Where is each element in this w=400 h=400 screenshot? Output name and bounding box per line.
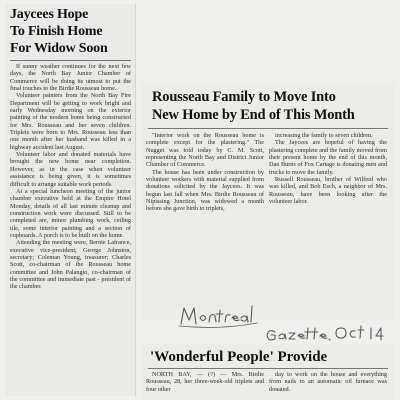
right-bottom-paragraph: NORTH BAY, — (?) — Mrs. Birdie Rousseau, 28, her three-week-old triplets and four other <box>146 371 264 393</box>
left-article-body <box>6 63 135 291</box>
right-top-column-1 <box>146 132 264 213</box>
right-top-headline: Rousseau Family to Move Into New Home by End of This Month <box>152 89 355 123</box>
right-bottom-column-2 <box>269 371 387 393</box>
right-bottom-headline: 'Wonderful People' Provide <box>150 349 328 365</box>
left-paragraph: At a special luncheon meeting of the junior chamber executive held at the Empire Hotel Monday, details of all last minute cleanup and construction work were discussed. Still to be completed are, minor plumbing work, ceiling tile, some interior painting and a section of cupboards. A porch is to be built on the home. <box>10 187 131 239</box>
right-bottom-headline-rule <box>148 368 388 369</box>
left-headline: Jaycees Hope To Finish Home For Widow Soon <box>10 7 108 56</box>
left-paragraph: Volunteer painters from the North Bay Fire Department will be getting to work bright and early Wednesday morning on the exterior painting of the modern home being constructed for Mrs. Rousseau and her seven children. Triplets were born to Mrs. Rousseau less than one month after her husband was killed in a highway accident last August. <box>10 92 131 151</box>
left-paragraph: Attending the meeting were, Bernie Lafrance, executive vice-president; George Johnston, secretary; Coleman Young, treasurer; Charles Scott, co-chairman of the Rousseau home committee and John Palangio, co-chairman of the committee and immediate past - president of the chamber. <box>10 239 131 291</box>
left-paragraph: Volunteer labor and donated materials have brought the new home near completion. However, as in the case when volunteer assistance is being given, it is sometimes difficult to arrange suitable work periods. <box>10 151 131 188</box>
right-bottom-paragraph: day to work on the house and everything from nails to an automatic oil furnace was donated. <box>269 371 387 393</box>
right-top-column-2 <box>269 132 387 213</box>
left-clipping <box>6 4 136 396</box>
right-top-paragraph: The house has been under construction by volunteer workers with material supplied from donations solicited by the Jaycees. It was begun last fall when Mrs. Birdie Rousseau of Nipissing Junction, was widowed a month before she gave birth to triplets, <box>146 168 264 213</box>
right-top-paragraph: The Jaycees are hopeful of having the plastering complete and the family moved from their present home by the end of this month, Dan Burns of Fox Cartage is donating men and trucks to move the family. <box>269 139 387 176</box>
right-top-paragraph: increasing the family to seven children. <box>275 132 373 139</box>
left-headline-rule <box>10 60 131 61</box>
right-top-headline-rule <box>148 128 388 129</box>
right-bottom-column-1 <box>146 371 264 393</box>
right-top-clipping <box>142 84 394 320</box>
right-bottom-article-body <box>142 371 394 393</box>
right-top-paragraph: "Interior work on the Rousseau home is complete except for the plastering." The Nugget was told today by C. M. Scott, representing the North Bay and District Junior Chamber of Commerce. <box>146 132 264 169</box>
right-top-paragraph: Russell Rousseau, brother of Wilfred who was killed, and Bob Esch, a neighbor of Mrs. Rousseau, have been looking after the volunteer labor. <box>269 176 387 206</box>
right-bottom-clipping <box>142 344 394 400</box>
left-paragraph: If sunny weather continues for the next few days, the North Bay Junior Chamber of Commerce will be doing its utmost to put the final touches to the Birdie Rousseau home. <box>10 63 131 93</box>
right-top-article-body <box>142 132 394 213</box>
